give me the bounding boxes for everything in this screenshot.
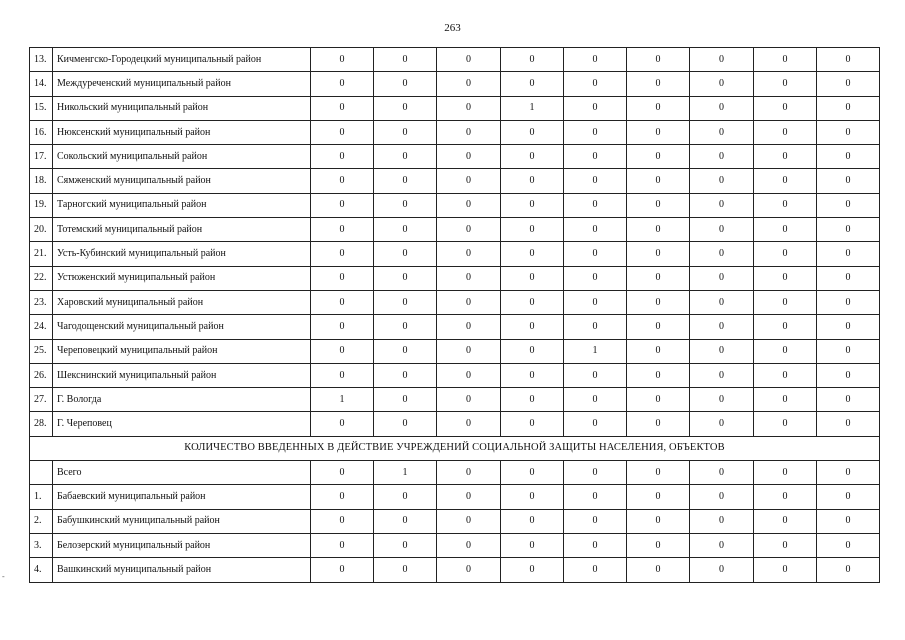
value-cell: 0 xyxy=(501,558,564,582)
value-cell: 0 xyxy=(311,485,374,509)
row-number xyxy=(30,461,53,485)
value-cell: 1 xyxy=(501,96,564,120)
value-cell: 0 xyxy=(690,388,754,412)
value-cell: 0 xyxy=(754,533,817,557)
value-cell: 0 xyxy=(374,509,437,533)
value-cell: 0 xyxy=(437,461,501,485)
value-cell: 0 xyxy=(690,412,754,436)
value-cell: 0 xyxy=(311,218,374,242)
value-cell: 0 xyxy=(690,48,754,72)
value-cell: 0 xyxy=(627,290,690,314)
row-number: 17. xyxy=(30,145,53,169)
value-cell: 0 xyxy=(754,412,817,436)
value-cell: 0 xyxy=(754,363,817,387)
value-cell: 0 xyxy=(374,558,437,582)
value-cell: 0 xyxy=(311,169,374,193)
value-cell: 0 xyxy=(311,242,374,266)
value-cell: 0 xyxy=(817,218,880,242)
value-cell: 0 xyxy=(690,533,754,557)
table-row xyxy=(30,290,880,314)
value-cell: 0 xyxy=(374,145,437,169)
value-cell: 0 xyxy=(311,339,374,363)
value-cell: 0 xyxy=(501,145,564,169)
row-name: Тотемский муниципальный район xyxy=(53,218,311,242)
row-number: 14. xyxy=(30,72,53,96)
value-cell: 0 xyxy=(627,509,690,533)
table-row xyxy=(30,266,880,290)
value-cell: 0 xyxy=(311,533,374,557)
value-cell: 0 xyxy=(374,266,437,290)
table-row xyxy=(30,388,880,412)
row-number: 2. xyxy=(30,509,53,533)
value-cell: 0 xyxy=(627,218,690,242)
row-name: Сокольский муниципальный район xyxy=(53,145,311,169)
row-number: 28. xyxy=(30,412,53,436)
value-cell: 0 xyxy=(627,96,690,120)
value-cell: 0 xyxy=(564,193,627,217)
value-cell: 1 xyxy=(374,461,437,485)
value-cell: 0 xyxy=(627,48,690,72)
value-cell: 0 xyxy=(437,218,501,242)
value-cell: 0 xyxy=(754,48,817,72)
value-cell: 0 xyxy=(374,48,437,72)
value-cell: 0 xyxy=(754,509,817,533)
value-cell: 0 xyxy=(817,242,880,266)
value-cell: 0 xyxy=(437,290,501,314)
value-cell: 0 xyxy=(564,169,627,193)
value-cell: 0 xyxy=(817,388,880,412)
value-cell: 0 xyxy=(627,485,690,509)
value-cell: 0 xyxy=(817,266,880,290)
table-row xyxy=(30,72,880,96)
value-cell: 0 xyxy=(374,388,437,412)
value-cell: 0 xyxy=(690,96,754,120)
value-cell: 0 xyxy=(311,461,374,485)
value-cell: 0 xyxy=(437,120,501,144)
table-row xyxy=(30,48,880,72)
value-cell: 0 xyxy=(817,145,880,169)
row-name: Г. Вологда xyxy=(53,388,311,412)
value-cell: 0 xyxy=(311,145,374,169)
table-row xyxy=(30,218,880,242)
row-number: 20. xyxy=(30,218,53,242)
value-cell: 0 xyxy=(817,193,880,217)
value-cell: 0 xyxy=(374,96,437,120)
value-cell: 0 xyxy=(374,533,437,557)
value-cell: 0 xyxy=(501,533,564,557)
row-name: Белозерский муниципальный район xyxy=(53,533,311,557)
row-number: 15. xyxy=(30,96,53,120)
value-cell: 0 xyxy=(374,72,437,96)
value-cell: 0 xyxy=(564,48,627,72)
value-cell: 0 xyxy=(437,485,501,509)
value-cell: 0 xyxy=(754,145,817,169)
value-cell: 0 xyxy=(501,290,564,314)
value-cell: 0 xyxy=(564,388,627,412)
value-cell: 0 xyxy=(501,72,564,96)
value-cell: 0 xyxy=(627,315,690,339)
value-cell: 0 xyxy=(437,242,501,266)
table-row xyxy=(30,558,880,582)
row-name: Всего xyxy=(53,461,311,485)
table-row xyxy=(30,242,880,266)
value-cell: 0 xyxy=(817,461,880,485)
value-cell: 0 xyxy=(690,461,754,485)
value-cell: 0 xyxy=(437,315,501,339)
value-cell: 0 xyxy=(627,120,690,144)
row-name: Чагодощенский муниципальный район xyxy=(53,315,311,339)
row-number: 21. xyxy=(30,242,53,266)
value-cell: 0 xyxy=(501,461,564,485)
row-number: 19. xyxy=(30,193,53,217)
value-cell: 0 xyxy=(564,242,627,266)
value-cell: 0 xyxy=(754,242,817,266)
value-cell: 0 xyxy=(754,96,817,120)
value-cell: 0 xyxy=(374,315,437,339)
row-number: 26. xyxy=(30,363,53,387)
row-name: Бабушкинский муниципальный район xyxy=(53,509,311,533)
value-cell: 0 xyxy=(501,266,564,290)
value-cell: 0 xyxy=(690,509,754,533)
value-cell: 0 xyxy=(501,120,564,144)
value-cell: 0 xyxy=(374,193,437,217)
value-cell: 0 xyxy=(627,242,690,266)
value-cell: 0 xyxy=(627,145,690,169)
value-cell: 0 xyxy=(817,290,880,314)
table-row xyxy=(30,120,880,144)
value-cell: 0 xyxy=(754,315,817,339)
value-cell: 0 xyxy=(627,363,690,387)
value-cell: 0 xyxy=(501,412,564,436)
value-cell: 0 xyxy=(627,388,690,412)
table-body-bottom xyxy=(30,461,880,582)
value-cell: 0 xyxy=(627,72,690,96)
value-cell: 0 xyxy=(627,412,690,436)
row-name: Харовский муниципальный район xyxy=(53,290,311,314)
value-cell: 0 xyxy=(817,120,880,144)
value-cell: 0 xyxy=(311,290,374,314)
value-cell: 0 xyxy=(627,339,690,363)
value-cell: 0 xyxy=(437,72,501,96)
value-cell: 0 xyxy=(690,120,754,144)
value-cell: 0 xyxy=(564,266,627,290)
value-cell: 0 xyxy=(690,558,754,582)
row-name: Шекснинский муниципальный район xyxy=(53,363,311,387)
value-cell: 0 xyxy=(754,120,817,144)
value-cell: 0 xyxy=(564,558,627,582)
value-cell: 0 xyxy=(754,388,817,412)
margin-mark: - xyxy=(2,572,5,581)
value-cell: 1 xyxy=(564,339,627,363)
row-name: Г. Череповец xyxy=(53,412,311,436)
value-cell: 0 xyxy=(501,193,564,217)
value-cell: 0 xyxy=(564,533,627,557)
value-cell: 0 xyxy=(754,485,817,509)
value-cell: 0 xyxy=(627,169,690,193)
value-cell: 0 xyxy=(311,72,374,96)
table-body-top xyxy=(30,48,880,437)
value-cell: 0 xyxy=(690,193,754,217)
value-cell: 0 xyxy=(311,363,374,387)
value-cell: 0 xyxy=(564,315,627,339)
row-name: Кичменгско-Городецкий муниципальный район xyxy=(53,48,311,72)
value-cell: 0 xyxy=(311,315,374,339)
value-cell: 0 xyxy=(627,461,690,485)
value-cell: 0 xyxy=(437,266,501,290)
value-cell: 0 xyxy=(564,96,627,120)
value-cell: 0 xyxy=(501,315,564,339)
value-cell: 0 xyxy=(437,558,501,582)
row-number: 16. xyxy=(30,120,53,144)
value-cell: 1 xyxy=(311,388,374,412)
row-name: Устюженский муниципальный район xyxy=(53,266,311,290)
value-cell: 0 xyxy=(437,533,501,557)
value-cell: 0 xyxy=(437,169,501,193)
value-cell: 0 xyxy=(690,218,754,242)
value-cell: 0 xyxy=(754,558,817,582)
row-name: Вашкинский муниципальный район xyxy=(53,558,311,582)
value-cell: 0 xyxy=(374,485,437,509)
value-cell: 0 xyxy=(817,533,880,557)
value-cell: 0 xyxy=(564,485,627,509)
value-cell: 0 xyxy=(690,339,754,363)
table-row xyxy=(30,96,880,120)
row-name: Бабаевский муниципальный район xyxy=(53,485,311,509)
value-cell: 0 xyxy=(501,218,564,242)
value-cell: 0 xyxy=(690,315,754,339)
value-cell: 0 xyxy=(311,120,374,144)
value-cell: 0 xyxy=(437,145,501,169)
page-number: 263 xyxy=(444,22,461,34)
value-cell: 0 xyxy=(754,193,817,217)
value-cell: 0 xyxy=(374,120,437,144)
value-cell: 0 xyxy=(627,266,690,290)
value-cell: 0 xyxy=(627,533,690,557)
table-row xyxy=(30,533,880,557)
value-cell: 0 xyxy=(501,509,564,533)
value-cell: 0 xyxy=(754,169,817,193)
value-cell: 0 xyxy=(501,169,564,193)
table-row xyxy=(30,461,880,485)
row-name: Усть-Кубинский муниципальный район xyxy=(53,242,311,266)
value-cell: 0 xyxy=(627,193,690,217)
value-cell: 0 xyxy=(817,412,880,436)
value-cell: 0 xyxy=(754,461,817,485)
table-row xyxy=(30,412,880,436)
value-cell: 0 xyxy=(501,242,564,266)
value-cell: 0 xyxy=(437,48,501,72)
row-number: 27. xyxy=(30,388,53,412)
section-header-row xyxy=(30,436,880,460)
value-cell: 0 xyxy=(817,339,880,363)
row-number: 3. xyxy=(30,533,53,557)
value-cell: 0 xyxy=(817,558,880,582)
value-cell: 0 xyxy=(690,266,754,290)
value-cell: 0 xyxy=(817,485,880,509)
value-cell: 0 xyxy=(437,363,501,387)
value-cell: 0 xyxy=(564,290,627,314)
value-cell: 0 xyxy=(754,72,817,96)
row-number: 23. xyxy=(30,290,53,314)
value-cell: 0 xyxy=(690,242,754,266)
value-cell: 0 xyxy=(754,218,817,242)
table-row xyxy=(30,145,880,169)
value-cell: 0 xyxy=(437,193,501,217)
value-cell: 0 xyxy=(501,339,564,363)
table-row xyxy=(30,315,880,339)
value-cell: 0 xyxy=(374,412,437,436)
value-cell: 0 xyxy=(690,145,754,169)
row-number: 4. xyxy=(30,558,53,582)
table-section xyxy=(30,436,880,460)
value-cell: 0 xyxy=(690,485,754,509)
value-cell: 0 xyxy=(564,145,627,169)
value-cell: 0 xyxy=(564,218,627,242)
value-cell: 0 xyxy=(311,509,374,533)
statistics-table xyxy=(29,47,880,583)
value-cell: 0 xyxy=(564,120,627,144)
value-cell: 0 xyxy=(817,363,880,387)
row-name: Сямженский муниципальный район xyxy=(53,169,311,193)
value-cell: 0 xyxy=(564,461,627,485)
value-cell: 0 xyxy=(311,558,374,582)
value-cell: 0 xyxy=(564,509,627,533)
value-cell: 0 xyxy=(690,72,754,96)
value-cell: 0 xyxy=(374,218,437,242)
row-number: 1. xyxy=(30,485,53,509)
row-number: 18. xyxy=(30,169,53,193)
value-cell: 0 xyxy=(817,72,880,96)
value-cell: 0 xyxy=(311,96,374,120)
value-cell: 0 xyxy=(564,412,627,436)
value-cell: 0 xyxy=(817,509,880,533)
row-number: 24. xyxy=(30,315,53,339)
value-cell: 0 xyxy=(374,242,437,266)
row-name: Нюксенский муниципальный район xyxy=(53,120,311,144)
value-cell: 0 xyxy=(501,388,564,412)
row-name: Череповецкий муниципальный район xyxy=(53,339,311,363)
value-cell: 0 xyxy=(690,290,754,314)
value-cell: 0 xyxy=(374,169,437,193)
table-row xyxy=(30,363,880,387)
value-cell: 0 xyxy=(437,412,501,436)
value-cell: 0 xyxy=(817,48,880,72)
value-cell: 0 xyxy=(311,193,374,217)
value-cell: 0 xyxy=(311,266,374,290)
section-title: КОЛИЧЕСТВО ВВЕДЕННЫХ В ДЕЙСТВИЕ УЧРЕЖДЕНИЙ СОЦИАЛЬНОЙ ЗАЩИТЫ НАСЕЛЕНИЯ, ОБЪЕКТОВ xyxy=(30,436,880,460)
row-number: 25. xyxy=(30,339,53,363)
value-cell: 0 xyxy=(311,412,374,436)
value-cell: 0 xyxy=(817,96,880,120)
table-row xyxy=(30,339,880,363)
value-cell: 0 xyxy=(437,339,501,363)
value-cell: 0 xyxy=(754,339,817,363)
value-cell: 0 xyxy=(754,266,817,290)
table-row xyxy=(30,169,880,193)
value-cell: 0 xyxy=(817,315,880,339)
value-cell: 0 xyxy=(374,339,437,363)
value-cell: 0 xyxy=(501,363,564,387)
value-cell: 0 xyxy=(690,169,754,193)
value-cell: 0 xyxy=(564,363,627,387)
value-cell: 0 xyxy=(501,48,564,72)
row-number: 22. xyxy=(30,266,53,290)
row-name: Тарногский муниципальный район xyxy=(53,193,311,217)
row-name: Междуреченский муниципальный район xyxy=(53,72,311,96)
value-cell: 0 xyxy=(754,290,817,314)
row-name: Никольский муниципальный район xyxy=(53,96,311,120)
value-cell: 0 xyxy=(564,72,627,96)
table-row xyxy=(30,485,880,509)
value-cell: 0 xyxy=(501,485,564,509)
value-cell: 0 xyxy=(817,169,880,193)
value-cell: 0 xyxy=(437,96,501,120)
value-cell: 0 xyxy=(374,290,437,314)
table-row xyxy=(30,193,880,217)
table-row xyxy=(30,509,880,533)
value-cell: 0 xyxy=(374,363,437,387)
value-cell: 0 xyxy=(690,363,754,387)
row-number: 13. xyxy=(30,48,53,72)
value-cell: 0 xyxy=(437,509,501,533)
value-cell: 0 xyxy=(311,48,374,72)
value-cell: 0 xyxy=(627,558,690,582)
value-cell: 0 xyxy=(437,388,501,412)
